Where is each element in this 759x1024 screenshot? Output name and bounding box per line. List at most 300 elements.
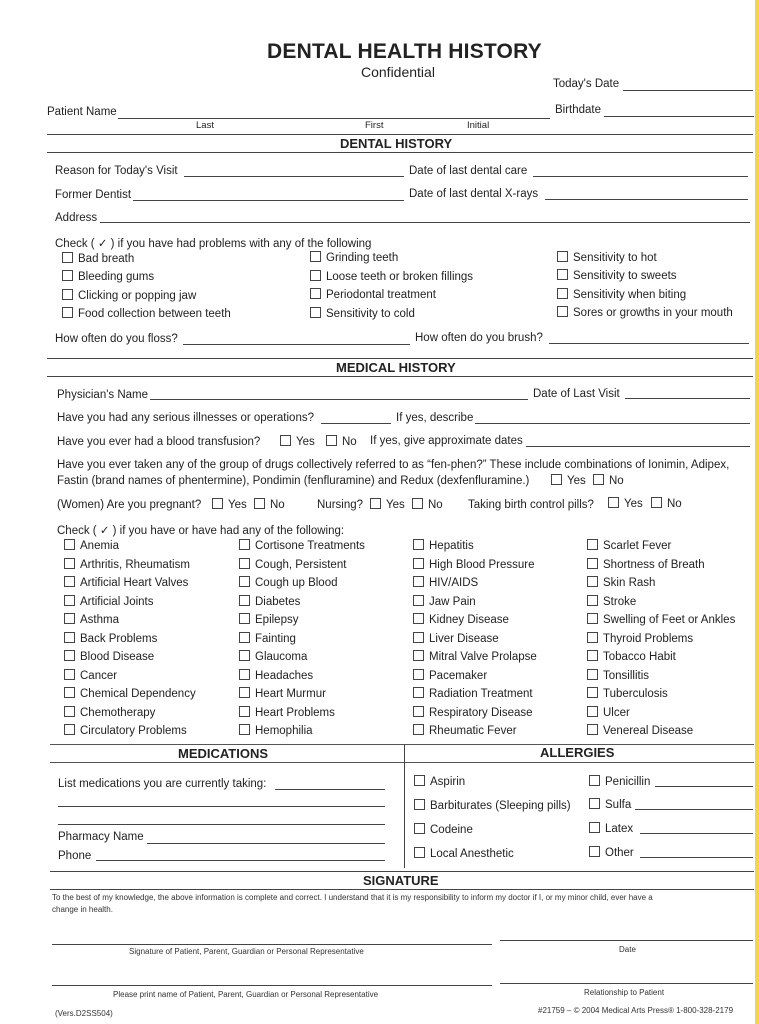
checkbox-label: Penicillin	[605, 776, 651, 788]
condition-checkbox[interactable]	[239, 539, 365, 552]
condition-checkbox[interactable]	[413, 576, 478, 589]
checkbox-icon	[587, 595, 598, 606]
checkbox-icon	[414, 823, 425, 834]
pharmacy-field[interactable]	[147, 843, 385, 844]
consent-statement-line1: To the best of my knowledge, the above information is complete and correct. I understand that it is my responsibility to inform my doctor if I, or my minor child, ever have a	[52, 893, 653, 902]
checkbox-icon	[239, 558, 250, 569]
checkbox-label: Hemophilia	[255, 725, 313, 737]
condition-checkbox[interactable]	[64, 669, 117, 682]
signature-band	[50, 871, 754, 890]
birth-control-no-checkbox[interactable]	[651, 497, 682, 510]
condition-checkbox[interactable]	[587, 669, 649, 682]
condition-checkbox[interactable]	[64, 539, 119, 552]
checkbox-sores[interactable]	[557, 306, 733, 319]
condition-checkbox[interactable]	[587, 558, 705, 571]
condition-checkbox[interactable]	[64, 576, 188, 589]
checkbox-icon	[413, 539, 424, 550]
checkbox-icon	[64, 539, 75, 550]
checkbox-icon	[310, 288, 321, 299]
checkbox-icon	[239, 613, 250, 624]
address-field[interactable]	[100, 222, 750, 223]
checkbox-label: Cough up Blood	[255, 577, 338, 589]
form-version: (Vers.D2SS504)	[55, 1009, 113, 1018]
checkbox-label: Fainting	[255, 632, 296, 645]
checkbox-label: High Blood Pressure	[429, 558, 535, 571]
checkbox-icon	[589, 822, 600, 833]
checkbox-icon	[239, 687, 250, 698]
checkbox-label: HIV/AIDS	[429, 577, 479, 589]
checkbox-label: Skin Rash	[603, 577, 656, 589]
checkbox-label: Codeine	[430, 824, 473, 836]
checkbox-label: Stroke	[603, 595, 637, 608]
pregnant-label: (Women) Are you pregnant?	[57, 499, 202, 511]
allergy-penicillin-checkbox[interactable]	[589, 775, 650, 788]
floss-field[interactable]	[183, 344, 410, 345]
checkbox-label: Cancer	[80, 669, 118, 682]
former-dentist-label: Former Dentist	[55, 189, 132, 201]
pregnant-no-checkbox[interactable]	[254, 498, 285, 511]
allergy-aspirin-checkbox[interactable]	[414, 775, 465, 788]
nursing-label: Nursing?	[317, 499, 364, 511]
checkbox-icon	[64, 687, 75, 698]
checkbox-icon	[589, 846, 600, 857]
checkbox-label: Tonsillitis	[603, 669, 650, 682]
medications-title: MEDICATIONS	[178, 746, 269, 761]
checkbox-label: No	[342, 436, 357, 448]
checkbox-icon	[280, 435, 291, 446]
signature-caption: Signature of Patient, Parent, Guardian or Personal Representative	[129, 947, 364, 956]
condition-checkbox[interactable]	[413, 632, 499, 645]
medical-history-title: MEDICAL HISTORY	[336, 360, 456, 375]
checkbox-icon	[62, 270, 73, 281]
medications-line-1[interactable]	[275, 789, 385, 790]
checkbox-label: Yes	[567, 475, 586, 487]
checkbox-label: Yes	[296, 436, 315, 448]
checkbox-label: Blood Disease	[80, 651, 155, 663]
condition-checkbox[interactable]	[64, 613, 119, 626]
checkbox-icon	[310, 307, 321, 318]
dental-history-band	[47, 134, 753, 153]
checkbox-label: Clicking or popping jaw	[78, 290, 197, 302]
condition-checkbox[interactable]	[413, 724, 517, 737]
checkbox-icon	[239, 539, 250, 550]
checkbox-icon	[557, 251, 568, 262]
checkbox-icon	[239, 576, 250, 587]
medical-check-prompt: Check ( ✓ ) if you have or have had any of the following:	[57, 525, 345, 537]
checkbox-label: Barbiturates (Sleeping pills)	[430, 800, 571, 812]
latex-line	[640, 833, 753, 834]
form-subtitle: Confidential	[361, 64, 435, 80]
checkbox-icon	[413, 632, 424, 643]
checkbox-label: Respiratory Disease	[429, 706, 533, 719]
illness-answer-field[interactable]	[321, 423, 391, 424]
checkbox-icon	[239, 706, 250, 717]
checkbox-icon	[64, 613, 75, 624]
condition-checkbox[interactable]	[64, 595, 154, 608]
medications-line-3[interactable]	[58, 824, 385, 825]
checkbox-label: Chemotherapy	[80, 706, 156, 719]
checkbox-label: Sensitivity when biting	[573, 289, 687, 301]
condition-checkbox[interactable]	[64, 632, 157, 645]
allergy-barbiturates-checkbox[interactable]	[414, 799, 571, 812]
condition-checkbox[interactable]	[413, 687, 533, 700]
checkbox-label: Ulcer	[603, 706, 630, 719]
checkbox-icon	[239, 650, 250, 661]
dental-check-prompt: Check ( ✓ ) if you have had problems with any of the following	[55, 238, 372, 250]
checkbox-bad-breath[interactable]	[62, 252, 134, 265]
last-care-field[interactable]	[533, 176, 748, 177]
condition-checkbox[interactable]	[239, 558, 346, 571]
nursing-no-checkbox[interactable]	[412, 498, 443, 511]
checkbox-label: Headaches	[255, 669, 314, 682]
medications-list-label: List medications you are currently taking:	[58, 778, 267, 790]
checkbox-icon	[413, 650, 424, 661]
condition-checkbox[interactable]	[64, 558, 190, 571]
checkbox-icon	[557, 269, 568, 280]
last-name-caption: Last	[196, 120, 214, 131]
condition-checkbox[interactable]	[239, 687, 326, 700]
checkbox-icon	[651, 497, 662, 508]
checkbox-label: Periodontal treatment	[326, 289, 436, 301]
checkbox-label: Scarlet Fever	[603, 540, 672, 552]
checkbox-periodontal[interactable]	[310, 288, 436, 301]
checkbox-label: Artificial Joints	[80, 595, 154, 608]
checkbox-label: Loose teeth or broken fillings	[326, 271, 474, 283]
birth-control-yes-checkbox[interactable]	[608, 497, 643, 510]
allergy-local-anesthetic-checkbox[interactable]	[414, 847, 514, 860]
fenphen-question-line1: Have you ever taken any of the group of drugs collectively referred to as “fen-phen?” These include combinations of Ionimin, Adipex,	[57, 459, 730, 471]
condition-checkbox[interactable]	[64, 650, 154, 663]
last-visit-field[interactable]	[625, 398, 750, 399]
condition-checkbox[interactable]	[413, 669, 487, 682]
checkbox-label: Hepatitis	[429, 540, 474, 552]
checkbox-icon	[587, 632, 598, 643]
checkbox-icon	[239, 595, 250, 606]
checkbox-icon	[413, 576, 424, 587]
birth-control-label: Taking birth control pills?	[468, 499, 594, 511]
checkbox-label: Heart Problems	[255, 706, 335, 719]
checkbox-sensitivity-biting[interactable]	[557, 288, 686, 301]
checkbox-label: Food collection between teeth	[78, 308, 231, 320]
consent-statement-line2: change in health.	[52, 905, 113, 914]
checkbox-label: Radiation Treatment	[429, 688, 533, 700]
checkbox-icon	[64, 706, 75, 717]
checkbox-label: Cough, Persistent	[255, 558, 347, 571]
condition-checkbox[interactable]	[587, 595, 636, 608]
checkbox-bleeding-gums[interactable]	[62, 270, 154, 283]
printed-name-caption: Please print name of Patient, Parent, Guardian or Personal Representative	[113, 990, 379, 999]
condition-checkbox[interactable]	[64, 687, 196, 700]
allergy-codeine-checkbox[interactable]	[414, 823, 473, 836]
medical-history-band	[47, 358, 753, 377]
allergies-title: ALLERGIES	[540, 745, 615, 760]
checkbox-label: Sensitivity to cold	[326, 308, 415, 320]
nursing-yes-checkbox[interactable]	[370, 498, 405, 511]
checkbox-label: No	[667, 498, 682, 510]
last-xrays-label: Date of last dental X-rays	[409, 188, 539, 200]
condition-checkbox[interactable]	[587, 539, 671, 552]
birthdate-field[interactable]	[604, 116, 754, 117]
phone-field[interactable]	[96, 860, 385, 861]
condition-checkbox[interactable]	[413, 613, 509, 626]
pregnant-yes-checkbox[interactable]	[212, 498, 247, 511]
other-allergy-field[interactable]	[640, 857, 753, 858]
illness-label: Have you had any serious illnesses or operations?	[57, 412, 314, 424]
brush-label: How often do you brush?	[415, 332, 543, 344]
checkbox-icon	[64, 632, 75, 643]
condition-checkbox[interactable]	[587, 613, 735, 626]
checkbox-label: Heart Murmur	[255, 688, 326, 700]
date-caption: Date	[619, 945, 636, 954]
phone-label: Phone	[58, 850, 92, 862]
checkbox-label: Tuberculosis	[603, 688, 668, 700]
checkbox-label: Rheumatic Fever	[429, 725, 517, 737]
checkbox-icon	[370, 498, 381, 509]
checkbox-icon	[64, 669, 75, 680]
checkbox-icon	[212, 498, 223, 509]
checkbox-label: Thyroid Problems	[603, 632, 694, 645]
checkbox-label: Aspirin	[430, 776, 466, 788]
printed-name-field[interactable]	[52, 985, 492, 986]
checkbox-icon	[587, 724, 598, 735]
checkbox-icon	[64, 650, 75, 661]
condition-checkbox[interactable]	[587, 576, 655, 589]
medications-line-2[interactable]	[58, 806, 385, 807]
condition-checkbox[interactable]	[587, 632, 693, 645]
checkbox-label: Latex	[605, 823, 634, 835]
form-title: DENTAL HEALTH HISTORY	[267, 40, 542, 63]
checkbox-food-collection[interactable]	[62, 307, 231, 320]
transfusion-label: Have you ever had a blood transfusion?	[57, 436, 261, 448]
condition-checkbox[interactable]	[64, 724, 187, 737]
checkbox-icon	[587, 613, 598, 624]
condition-checkbox[interactable]	[587, 687, 668, 700]
last-visit-label: Date of Last Visit	[533, 388, 620, 400]
med-band-top-rule	[50, 744, 754, 745]
checkbox-label: Yes	[228, 499, 247, 511]
checkbox-label: Venereal Disease	[603, 725, 694, 737]
checkbox-label: Cortisone Treatments	[255, 540, 365, 552]
checkbox-label: Sores or growths in your mouth	[573, 307, 733, 319]
checkbox-icon	[413, 613, 424, 624]
checkbox-icon	[587, 576, 598, 587]
checkbox-label: Sensitivity to hot	[573, 252, 657, 264]
checkbox-icon	[64, 576, 75, 587]
checkbox-icon	[64, 558, 75, 569]
patient-name-label: Patient Name	[47, 106, 117, 118]
checkbox-label: Asthma	[80, 614, 119, 626]
checkbox-icon	[589, 798, 600, 809]
condition-checkbox[interactable]	[239, 650, 307, 663]
checkbox-icon	[557, 306, 568, 317]
signature-title: SIGNATURE	[363, 873, 439, 888]
checkbox-icon	[310, 270, 321, 281]
checkbox-label: Yes	[624, 498, 643, 510]
checkbox-icon	[413, 669, 424, 680]
checkbox-icon	[239, 669, 250, 680]
checkbox-label: Liver Disease	[429, 632, 499, 645]
page-edge	[755, 0, 759, 1024]
if-yes-dates-label: If yes, give approximate dates	[370, 435, 523, 447]
last-care-label: Date of last dental care	[409, 165, 528, 177]
birthdate-label: Birthdate	[555, 104, 602, 116]
checkbox-label: Bleeding gums	[78, 271, 155, 283]
checkbox-icon	[254, 498, 265, 509]
checkbox-icon	[557, 288, 568, 299]
condition-checkbox[interactable]	[64, 706, 155, 719]
brush-field[interactable]	[549, 343, 749, 344]
condition-checkbox[interactable]	[587, 706, 630, 719]
checkbox-label: Sulfa	[605, 799, 632, 811]
checkbox-label: Shortness of Breath	[603, 558, 705, 571]
condition-checkbox[interactable]	[239, 632, 296, 645]
reason-label: Reason for Today's Visit	[55, 165, 178, 177]
condition-checkbox[interactable]	[239, 576, 337, 589]
checkbox-icon	[593, 474, 604, 485]
patient-signature-field[interactable]	[52, 944, 492, 945]
checkbox-icon	[326, 435, 337, 446]
condition-checkbox[interactable]	[239, 706, 335, 719]
checkbox-icon	[62, 252, 73, 263]
former-dentist-field[interactable]	[133, 200, 404, 201]
checkbox-icon	[413, 595, 424, 606]
allergy-other-checkbox[interactable]	[589, 846, 634, 859]
condition-checkbox[interactable]	[239, 595, 300, 608]
checkbox-loose-teeth[interactable]	[310, 270, 473, 283]
address-label: Address	[55, 212, 98, 224]
condition-checkbox[interactable]	[587, 724, 693, 737]
checkbox-label: Pacemaker	[429, 669, 488, 682]
checkbox-label: Diabetes	[255, 595, 301, 608]
checkbox-clicking-jaw[interactable]	[62, 289, 196, 302]
last-xrays-field[interactable]	[545, 199, 748, 200]
checkbox-icon	[413, 558, 424, 569]
patient-name-field[interactable]	[118, 118, 550, 119]
checkbox-icon	[413, 687, 424, 698]
checkbox-label: Local Anesthetic	[430, 848, 514, 860]
relationship-caption: Relationship to Patient	[584, 988, 665, 997]
checkbox-label: No	[270, 499, 285, 511]
transfusion-yes-checkbox[interactable]	[280, 435, 315, 448]
checkbox-label: Bad breath	[78, 253, 135, 265]
checkbox-label: Artificial Heart Valves	[80, 577, 189, 589]
todays-date-label: Today's Date	[553, 78, 620, 90]
physician-label: Physician's Name	[57, 389, 149, 401]
signature-date-field[interactable]	[500, 940, 753, 941]
transfusion-dates-field[interactable]	[526, 446, 750, 447]
condition-checkbox[interactable]	[239, 669, 313, 682]
sulfa-line	[635, 809, 753, 810]
checkbox-icon	[414, 775, 425, 786]
transfusion-no-checkbox[interactable]	[326, 435, 357, 448]
condition-checkbox[interactable]	[239, 724, 313, 737]
checkbox-label: Grinding teeth	[326, 252, 399, 264]
checkbox-icon	[239, 632, 250, 643]
checkbox-sensitivity-hot[interactable]	[557, 251, 657, 264]
fenphen-no-checkbox[interactable]	[593, 474, 624, 487]
checkbox-icon	[62, 307, 73, 318]
checkbox-icon	[587, 650, 598, 661]
checkbox-icon	[62, 289, 73, 300]
checkbox-label: Back Problems	[80, 632, 158, 645]
pharmacy-label: Pharmacy Name	[58, 831, 144, 843]
allergy-sulfa-checkbox[interactable]	[589, 798, 631, 811]
checkbox-label: Yes	[386, 499, 405, 511]
checkbox-icon	[587, 687, 598, 698]
checkbox-icon	[412, 498, 423, 509]
reason-field[interactable]	[184, 176, 404, 177]
todays-date-field[interactable]	[623, 90, 753, 91]
med-band-bottom-rule	[50, 762, 754, 763]
condition-checkbox[interactable]	[413, 558, 534, 571]
condition-checkbox[interactable]	[413, 539, 474, 552]
initial-caption: Initial	[467, 120, 490, 131]
checkbox-label: Anemia	[80, 540, 119, 552]
checkbox-label: No	[428, 499, 443, 511]
fenphen-yes-checkbox[interactable]	[551, 474, 586, 487]
copyright-notice: #21759 – © 2004 Medical Arts Press® 1-800-328-2179	[538, 1006, 734, 1015]
illness-describe-field[interactable]	[475, 423, 750, 424]
checkbox-icon	[413, 706, 424, 717]
checkbox-icon	[64, 595, 75, 606]
condition-checkbox[interactable]	[413, 650, 537, 663]
med-allergy-divider	[404, 744, 405, 868]
dental-history-title: DENTAL HISTORY	[340, 136, 453, 151]
checkbox-label: Mitral Valve Prolapse	[429, 651, 537, 663]
checkbox-sensitivity-cold[interactable]	[310, 307, 415, 320]
checkbox-icon	[587, 669, 598, 680]
allergy-latex-checkbox[interactable]	[589, 822, 633, 835]
checkbox-label: Chemical Dependency	[80, 688, 196, 700]
checkbox-label: Epilepsy	[255, 614, 299, 626]
checkbox-grinding-teeth[interactable]	[310, 251, 398, 264]
fenphen-question-line2: Fastin (brand names of phentermine), Pondimin (fenfluramine) and Redux (dexfenfluramine.)	[57, 475, 530, 487]
checkbox-icon	[414, 847, 425, 858]
checkbox-label: Tobacco Habit	[603, 651, 676, 663]
checkbox-label: Swelling of Feet or Ankles	[603, 614, 736, 626]
checkbox-label: Circulatory Problems	[80, 725, 187, 737]
checkbox-label: Other	[605, 847, 634, 859]
condition-checkbox[interactable]	[587, 650, 676, 663]
checkbox-label: Jaw Pain	[429, 595, 476, 608]
checkbox-icon	[413, 724, 424, 735]
floss-label: How often do you floss?	[55, 333, 178, 345]
checkbox-icon	[587, 539, 598, 550]
checkbox-icon	[414, 799, 425, 810]
physician-field[interactable]	[150, 399, 528, 400]
condition-checkbox[interactable]	[239, 613, 298, 626]
checkbox-sensitivity-sweets[interactable]	[557, 269, 677, 282]
penicillin-line	[655, 786, 753, 787]
checkbox-icon	[551, 474, 562, 485]
checkbox-icon	[587, 558, 598, 569]
first-name-caption: First	[365, 120, 384, 131]
checkbox-label: Kidney Disease	[429, 614, 509, 626]
checkbox-icon	[589, 775, 600, 786]
checkbox-icon	[587, 706, 598, 717]
relationship-field[interactable]	[500, 983, 753, 984]
checkbox-icon	[608, 497, 619, 508]
checkbox-label: No	[609, 475, 624, 487]
checkbox-icon	[310, 251, 321, 262]
checkbox-icon	[239, 724, 250, 735]
checkbox-label: Arthritis, Rheumatism	[80, 558, 190, 571]
checkbox-icon	[64, 724, 75, 735]
if-yes-describe-label: If yes, describe	[396, 412, 474, 424]
condition-checkbox[interactable]	[413, 706, 533, 719]
condition-checkbox[interactable]	[413, 595, 476, 608]
checkbox-label: Sensitivity to sweets	[573, 270, 677, 282]
